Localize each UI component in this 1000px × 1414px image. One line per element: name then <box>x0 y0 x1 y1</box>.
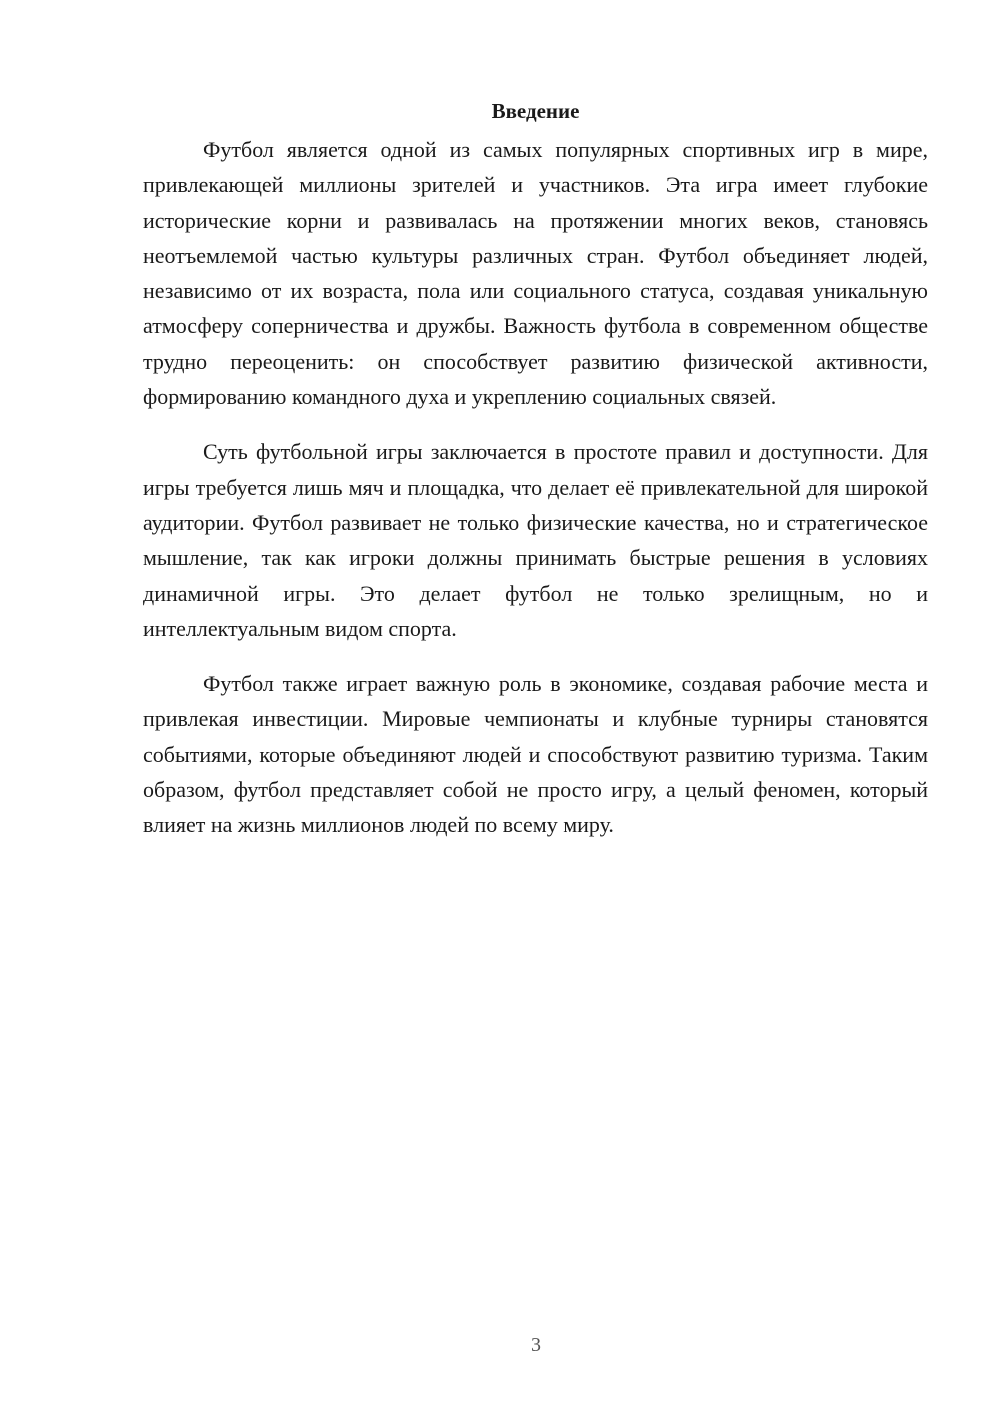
paragraph-2: Суть футбольной игры заключается в простоте правил и доступности. Для игры требуется лишь мяч и площадка, что делает её привлекательной для широкой аудитории. Футбол развивает не только физические качества, но и стратегическое мышление, так как игроки должны принимать быстрые решения в условиях динамичной игры. Это делает футбол не только зрелищным, но и интеллектуальным видом спорта. <box>143 439 928 641</box>
paragraph-1: Футбол является одной из самых популярных спортивных игр в мире, привлекающей миллионы зрителей и участников. Эта игра имеет глубокие исторические корни и развивалась на протяжении многих веков, становясь неотъемлемой частью культуры различных стран. Футбол объединяет людей, независимо от их возраста, пола или социального статуса, создавая уникальную атмосферу соперничества и дружбы. Важность футбола в современном обществе трудно переоценить: он способствует развитию физической активности, формированию командного духа и укреплению социальных связей. <box>143 137 928 410</box>
paragraph-3: Футбол также играет важную роль в экономике, создавая рабочие места и привлекая инвестиции. Мировые чемпионаты и клубные турниры становятся событиями, которые объединяют людей и способствуют развитию туризма. Таким образом, футбол представляет собой не просто игру, а целый феномен, который влияет на жизнь миллионов людей по всему миру. <box>143 671 928 838</box>
section-heading: Введение <box>491 99 580 123</box>
page-number: 3 <box>531 1334 541 1356</box>
page-content <box>143 96 928 863</box>
